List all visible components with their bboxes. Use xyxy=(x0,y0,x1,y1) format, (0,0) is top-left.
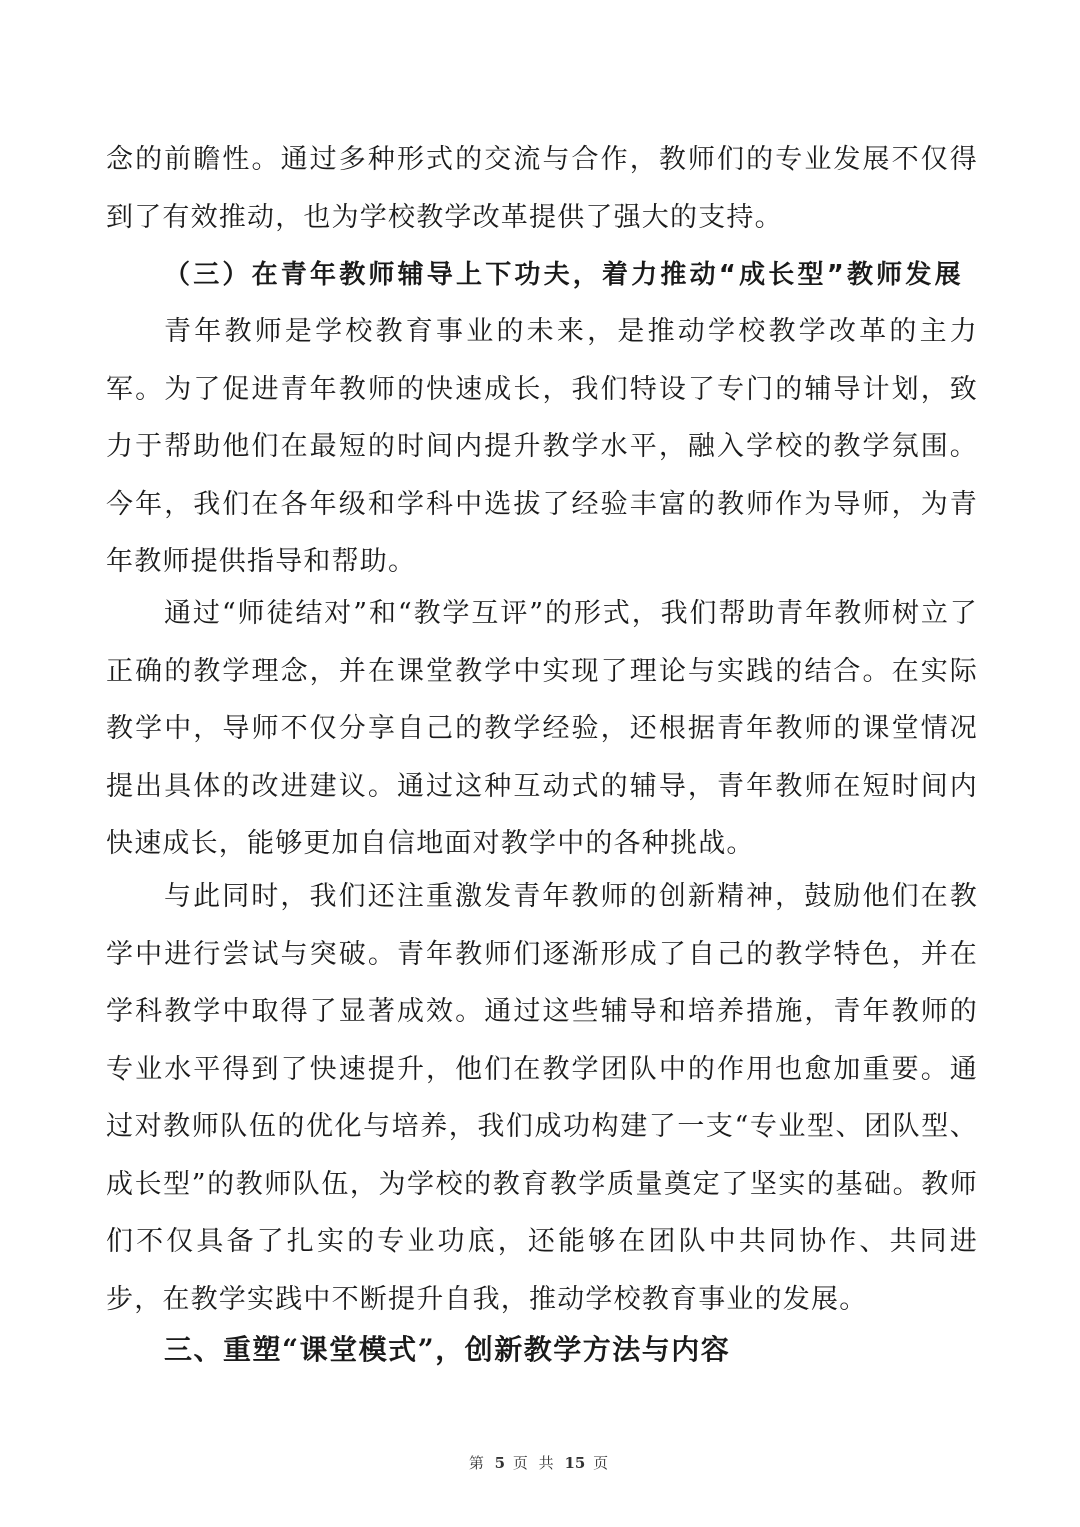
paragraph-innovation: 与此同时，我们还注重激发青年教师的创新精神，鼓励他们在教学中进行尝试与突破。青年教师们逐渐形成了自己的教学特色，并在学科教学中取得了显著成效。通过这些辅导和培养措施，青年教师的专业水平得到了快速提升，他们在教学团队中的作用也愈加重要。通过对教师队伍的优化与培养，我们成功构建了一支“专业型、团队型、成长型”的教师队伍，为学校的教育教学质量奠定了坚实的基础。教师们不仅具备了扎实的专业功底，还能够在团队中共同协作、共同进步，在教学实践中不断提升自我，推动学校教育事业的发展。 xyxy=(106,881,978,1315)
footer-page-number: 5 xyxy=(494,1454,506,1472)
footer-total-pages: 15 xyxy=(564,1454,586,1472)
subheading-young-teachers: （三）在青年教师辅导上下功夫，着力推动“成长型”教师发展 xyxy=(164,260,964,290)
paragraph-mentoring: 通过“师徒结对”和“教学互评”的形式，我们帮助青年教师树立了正确的教学理念，并在课堂教学中实现了理论与实践的结合。在实际教学中，导师不仅分享自己的教学经验，还根据青年教师的课堂情况提出具体的改进建议。通过这种互动式的辅导，青年教师在短时间内快速成长，能够更加自信地面对教学中的各种挑战。 xyxy=(106,598,978,859)
paragraph-continuation: 念的前瞻性。通过多种形式的交流与合作，教师们的专业发展不仅得到了有效推动，也为学校教学改革提供了强大的支持。 xyxy=(106,144,978,233)
footer-middle: 页 共 xyxy=(512,1454,557,1472)
section-heading-classroom-model: 三、重塑“课堂模式”，创新教学方法与内容 xyxy=(164,1333,731,1366)
page-footer xyxy=(0,1452,1080,1473)
paragraph-young-teachers-intro: 青年教师是学校教育事业的未来，是推动学校教学改革的主力军。为了促进青年教师的快速成长，我们特设了专门的辅导计划，致力于帮助他们在最短的时间内提升教学水平，融入学校的教学氛围。今年，我们在各年级和学科中选拔了经验丰富的教师作为导师，为青年教师提供指导和帮助。 xyxy=(106,316,978,577)
footer-prefix: 第 xyxy=(468,1454,487,1472)
footer-suffix: 页 xyxy=(593,1454,612,1472)
